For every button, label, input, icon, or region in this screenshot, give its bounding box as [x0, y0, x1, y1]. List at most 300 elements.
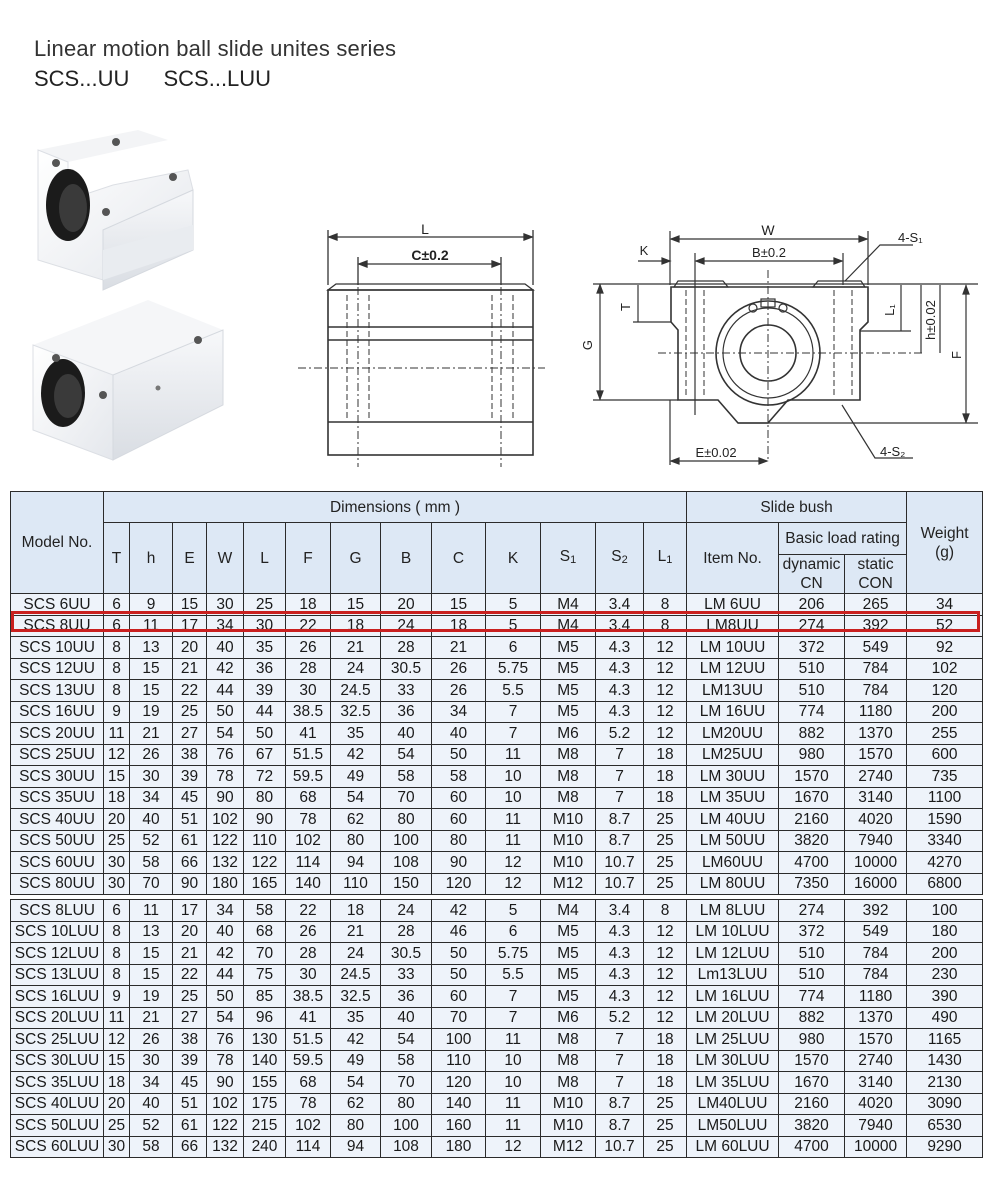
- cell-G: 94: [331, 852, 381, 874]
- cell-F: 26: [286, 637, 331, 659]
- cell-S1: M5: [541, 943, 596, 965]
- cell-weight: 735: [907, 766, 983, 788]
- cell-item-no: LM8UU: [687, 615, 779, 637]
- cell-dynamic: 3820: [779, 830, 845, 852]
- cell-item-no: LM 35LUU: [687, 1072, 779, 1094]
- cell-S2: 8.7: [596, 1093, 644, 1115]
- cell-K: 5.75: [486, 943, 541, 965]
- cell-W: 90: [207, 1072, 244, 1094]
- cell-C: 40: [432, 723, 486, 745]
- cell-model: SCS 8UU: [11, 615, 104, 637]
- table-row: [11, 1072, 983, 1094]
- cell-weight: 390: [907, 986, 983, 1008]
- cell-K: 6: [486, 921, 541, 943]
- cell-W: 102: [207, 1093, 244, 1115]
- cell-C: 58: [432, 766, 486, 788]
- cell-E: 39: [173, 1050, 207, 1072]
- header-model-no: Model No.: [11, 492, 104, 594]
- cell-W: 76: [207, 1029, 244, 1051]
- cell-S1: M8: [541, 766, 596, 788]
- cell-model: SCS 80UU: [11, 873, 104, 895]
- cell-F: 18: [286, 594, 331, 616]
- cell-B: 33: [381, 680, 432, 702]
- cell-B: 20: [381, 594, 432, 616]
- cell-L: 165: [244, 873, 286, 895]
- cell-T: 6: [104, 594, 130, 616]
- cell-dynamic: 1570: [779, 1050, 845, 1072]
- cell-S1: M8: [541, 744, 596, 766]
- cell-C: 26: [432, 680, 486, 702]
- cell-G: 62: [331, 809, 381, 831]
- cell-K: 6: [486, 637, 541, 659]
- cell-G: 18: [331, 900, 381, 922]
- cell-static: 784: [845, 943, 907, 965]
- cell-dynamic: 510: [779, 658, 845, 680]
- cell-model: SCS 10UU: [11, 637, 104, 659]
- cell-T: 18: [104, 1072, 130, 1094]
- cell-S1: M5: [541, 658, 596, 680]
- cell-B: 58: [381, 766, 432, 788]
- cell-E: 27: [173, 723, 207, 745]
- cell-L1: 12: [644, 701, 687, 723]
- cell-F: 102: [286, 830, 331, 852]
- cell-L1: 12: [644, 637, 687, 659]
- cell-h: 34: [130, 787, 173, 809]
- cell-dynamic: 372: [779, 637, 845, 659]
- cell-S2: 10.7: [596, 1136, 644, 1158]
- cell-model: SCS 50UU: [11, 830, 104, 852]
- cell-S2: 4.3: [596, 637, 644, 659]
- cell-G: 94: [331, 1136, 381, 1158]
- cell-S2: 7: [596, 1029, 644, 1051]
- cell-T: 25: [104, 1115, 130, 1137]
- cell-L: 58: [244, 900, 286, 922]
- cell-T: 30: [104, 852, 130, 874]
- cell-model: SCS 20UU: [11, 723, 104, 745]
- cell-item-no: LM 12LUU: [687, 943, 779, 965]
- cell-G: 24.5: [331, 964, 381, 986]
- cell-L: 215: [244, 1115, 286, 1137]
- cell-h: 30: [130, 1050, 173, 1072]
- cell-item-no: LM 10LUU: [687, 921, 779, 943]
- cell-L: 90: [244, 809, 286, 831]
- cell-W: 42: [207, 943, 244, 965]
- cell-h: 26: [130, 1029, 173, 1051]
- cell-B: 108: [381, 1136, 432, 1158]
- cell-item-no: LM 20LUU: [687, 1007, 779, 1029]
- cell-dynamic: 3820: [779, 1115, 845, 1137]
- cell-C: 180: [432, 1136, 486, 1158]
- label-4-S1: 4-S₁: [898, 230, 923, 245]
- cell-K: 11: [486, 1093, 541, 1115]
- cell-weight: 3340: [907, 830, 983, 852]
- cell-L: 35: [244, 637, 286, 659]
- cell-W: 34: [207, 615, 244, 637]
- cell-weight: 255: [907, 723, 983, 745]
- cell-S1: M5: [541, 701, 596, 723]
- cell-G: 80: [331, 830, 381, 852]
- cell-static: 1370: [845, 1007, 907, 1029]
- cell-static: 1570: [845, 1029, 907, 1051]
- cell-K: 5.5: [486, 964, 541, 986]
- cell-item-no: LM 80UU: [687, 873, 779, 895]
- cell-weight: 490: [907, 1007, 983, 1029]
- cell-static: 784: [845, 680, 907, 702]
- cell-L1: 25: [644, 1093, 687, 1115]
- cell-model: SCS 40UU: [11, 809, 104, 831]
- cell-item-no: LM 50UU: [687, 830, 779, 852]
- cell-G: 35: [331, 723, 381, 745]
- cell-E: 22: [173, 964, 207, 986]
- cell-S1: M4: [541, 615, 596, 637]
- cell-E: 17: [173, 900, 207, 922]
- cell-L: 30: [244, 615, 286, 637]
- cell-model: SCS 12LUU: [11, 943, 104, 965]
- cell-W: 54: [207, 1007, 244, 1029]
- cell-C: 34: [432, 701, 486, 723]
- table-row: [11, 809, 983, 831]
- cell-G: 21: [331, 637, 381, 659]
- cell-S1: M8: [541, 1050, 596, 1072]
- cell-S2: 4.3: [596, 658, 644, 680]
- header-L: L: [244, 523, 286, 594]
- cell-C: 46: [432, 921, 486, 943]
- cell-L1: 25: [644, 1136, 687, 1158]
- cell-B: 108: [381, 852, 432, 874]
- cell-S2: 10.7: [596, 873, 644, 895]
- cell-B: 36: [381, 986, 432, 1008]
- cell-weight: 9290: [907, 1136, 983, 1158]
- cell-L1: 12: [644, 943, 687, 965]
- cell-G: 18: [331, 615, 381, 637]
- cell-weight: 200: [907, 943, 983, 965]
- header-basic-load-rating: Basic load rating: [779, 523, 907, 555]
- cell-C: 21: [432, 637, 486, 659]
- cell-C: 100: [432, 1029, 486, 1051]
- cell-C: 60: [432, 809, 486, 831]
- header-W: W: [207, 523, 244, 594]
- cell-dynamic: 1670: [779, 1072, 845, 1094]
- header-E: E: [173, 523, 207, 594]
- cell-L: 50: [244, 723, 286, 745]
- cell-L: 36: [244, 658, 286, 680]
- cell-item-no: LM 6UU: [687, 594, 779, 616]
- header-dynamic-label: dynamic: [782, 556, 841, 573]
- table-row: [11, 701, 983, 723]
- cell-weight: 120: [907, 680, 983, 702]
- cell-item-no: LM 25LUU: [687, 1029, 779, 1051]
- cell-S2: 5.2: [596, 1007, 644, 1029]
- cell-S2: 5.2: [596, 723, 644, 745]
- cell-B: 36: [381, 701, 432, 723]
- cell-B: 30.5: [381, 943, 432, 965]
- cell-K: 11: [486, 1115, 541, 1137]
- cell-L: 130: [244, 1029, 286, 1051]
- cell-G: 15: [331, 594, 381, 616]
- table-row: [11, 900, 983, 922]
- cell-B: 150: [381, 873, 432, 895]
- cell-static: 549: [845, 921, 907, 943]
- table-row: [11, 594, 983, 616]
- cell-item-no: LM 30UU: [687, 766, 779, 788]
- cell-E: 90: [173, 873, 207, 895]
- cell-static: 1180: [845, 986, 907, 1008]
- header-B: B: [381, 523, 432, 594]
- cell-L: 80: [244, 787, 286, 809]
- cell-model: SCS 25LUU: [11, 1029, 104, 1051]
- cell-item-no: LM13UU: [687, 680, 779, 702]
- cell-W: 180: [207, 873, 244, 895]
- header-item-no: Item No.: [687, 523, 779, 594]
- cell-L: 140: [244, 1050, 286, 1072]
- cell-L: 85: [244, 986, 286, 1008]
- cell-W: 50: [207, 701, 244, 723]
- cell-F: 51.5: [286, 1029, 331, 1051]
- cell-L: 44: [244, 701, 286, 723]
- cell-F: 22: [286, 900, 331, 922]
- cell-S1: M5: [541, 986, 596, 1008]
- header-G: G: [331, 523, 381, 594]
- cell-h: 19: [130, 986, 173, 1008]
- table-row: [11, 1029, 983, 1051]
- cell-F: 22: [286, 615, 331, 637]
- cell-L: 240: [244, 1136, 286, 1158]
- cell-item-no: LM 40UU: [687, 809, 779, 831]
- cell-C: 18: [432, 615, 486, 637]
- cell-K: 5: [486, 615, 541, 637]
- cell-S1: M8: [541, 1072, 596, 1094]
- label-F: F: [949, 351, 964, 359]
- cell-static: 1370: [845, 723, 907, 745]
- cell-B: 54: [381, 744, 432, 766]
- cell-E: 22: [173, 680, 207, 702]
- cell-L: 68: [244, 921, 286, 943]
- cell-static: 4020: [845, 809, 907, 831]
- table-row: [11, 943, 983, 965]
- cell-K: 10: [486, 1050, 541, 1072]
- cell-dynamic: 774: [779, 701, 845, 723]
- cell-item-no: LM20UU: [687, 723, 779, 745]
- cell-S2: 3.4: [596, 594, 644, 616]
- cell-S2: 8.7: [596, 809, 644, 831]
- cell-F: 38.5: [286, 701, 331, 723]
- cell-dynamic: 274: [779, 615, 845, 637]
- cell-F: 114: [286, 1136, 331, 1158]
- cell-G: 24.5: [331, 680, 381, 702]
- cell-B: 80: [381, 809, 432, 831]
- cell-T: 9: [104, 986, 130, 1008]
- cell-S2: 4.3: [596, 943, 644, 965]
- cell-L: 110: [244, 830, 286, 852]
- cell-T: 25: [104, 830, 130, 852]
- cell-h: 13: [130, 637, 173, 659]
- label-E: E±0.02: [695, 445, 737, 460]
- cell-h: 58: [130, 1136, 173, 1158]
- cell-F: 78: [286, 809, 331, 831]
- cell-L1: 18: [644, 1029, 687, 1051]
- cell-model: SCS 13LUU: [11, 964, 104, 986]
- cell-C: 42: [432, 900, 486, 922]
- cell-C: 50: [432, 943, 486, 965]
- cell-h: 70: [130, 873, 173, 895]
- cell-G: 24: [331, 658, 381, 680]
- table-row: [11, 921, 983, 943]
- cell-L: 70: [244, 943, 286, 965]
- cell-S2: 7: [596, 1072, 644, 1094]
- header-h: h: [130, 523, 173, 594]
- cell-B: 28: [381, 921, 432, 943]
- cell-C: 26: [432, 658, 486, 680]
- cell-S2: 8.7: [596, 830, 644, 852]
- cell-F: 30: [286, 680, 331, 702]
- cell-E: 61: [173, 1115, 207, 1137]
- cell-W: 102: [207, 809, 244, 831]
- cell-weight: 1430: [907, 1050, 983, 1072]
- cell-weight: 6800: [907, 873, 983, 895]
- cell-L1: 12: [644, 921, 687, 943]
- cell-T: 12: [104, 744, 130, 766]
- cell-G: 42: [331, 744, 381, 766]
- cell-F: 59.5: [286, 766, 331, 788]
- cell-W: 40: [207, 637, 244, 659]
- cell-h: 15: [130, 658, 173, 680]
- cell-W: 50: [207, 986, 244, 1008]
- cell-F: 114: [286, 852, 331, 874]
- cell-T: 8: [104, 964, 130, 986]
- cell-model: SCS 10LUU: [11, 921, 104, 943]
- cell-E: 27: [173, 1007, 207, 1029]
- cell-B: 80: [381, 1093, 432, 1115]
- cell-item-no: LM40LUU: [687, 1093, 779, 1115]
- cell-item-no: Lm13LUU: [687, 964, 779, 986]
- header-S1-sub: 1: [570, 553, 577, 566]
- cell-E: 45: [173, 787, 207, 809]
- cell-W: 76: [207, 744, 244, 766]
- table-row: [11, 723, 983, 745]
- cell-F: 26: [286, 921, 331, 943]
- header-S2-label: S: [611, 547, 622, 565]
- label-G: G: [580, 339, 595, 351]
- header-slide-bush: Slide bush: [687, 492, 907, 523]
- cell-T: 30: [104, 873, 130, 895]
- cell-L: 75: [244, 964, 286, 986]
- cell-E: 38: [173, 744, 207, 766]
- cell-C: 80: [432, 830, 486, 852]
- cell-K: 11: [486, 809, 541, 831]
- cell-S2: 10.7: [596, 852, 644, 874]
- label-C: C±0.2: [411, 247, 449, 263]
- cell-static: 10000: [845, 1136, 907, 1158]
- cell-L: 175: [244, 1093, 286, 1115]
- cell-static: 784: [845, 658, 907, 680]
- cell-L: 155: [244, 1072, 286, 1094]
- cell-K: 7: [486, 1007, 541, 1029]
- table-row: [11, 1115, 983, 1137]
- cell-C: 15: [432, 594, 486, 616]
- cell-T: 8: [104, 943, 130, 965]
- cell-L: 39: [244, 680, 286, 702]
- cell-F: 41: [286, 723, 331, 745]
- cell-weight: 102: [907, 658, 983, 680]
- cell-E: 25: [173, 986, 207, 1008]
- cell-dynamic: 510: [779, 943, 845, 965]
- cell-h: 19: [130, 701, 173, 723]
- cell-dynamic: 980: [779, 1029, 845, 1051]
- cell-B: 58: [381, 1050, 432, 1072]
- cell-T: 8: [104, 658, 130, 680]
- cell-dynamic: 2160: [779, 1093, 845, 1115]
- cell-static: 1180: [845, 701, 907, 723]
- cell-K: 11: [486, 1029, 541, 1051]
- cell-W: 34: [207, 900, 244, 922]
- cell-dynamic: 1570: [779, 766, 845, 788]
- cell-S2: 3.4: [596, 900, 644, 922]
- uu-series-rows: [11, 594, 983, 895]
- cell-dynamic: 882: [779, 723, 845, 745]
- cell-E: 38: [173, 1029, 207, 1051]
- cell-G: 62: [331, 1093, 381, 1115]
- cell-L: 72: [244, 766, 286, 788]
- cell-S2: 4.3: [596, 921, 644, 943]
- cell-B: 54: [381, 1029, 432, 1051]
- cell-dynamic: 1670: [779, 787, 845, 809]
- table-row: [11, 787, 983, 809]
- cell-S1: M10: [541, 830, 596, 852]
- header-weight-unit: (g): [935, 543, 955, 561]
- cell-T: 18: [104, 787, 130, 809]
- cell-model: SCS 50LUU: [11, 1115, 104, 1137]
- cell-L: 96: [244, 1007, 286, 1029]
- cell-F: 68: [286, 1072, 331, 1094]
- cell-T: 8: [104, 921, 130, 943]
- cell-T: 9: [104, 701, 130, 723]
- cell-dynamic: 274: [779, 900, 845, 922]
- cell-weight: 92: [907, 637, 983, 659]
- cell-static: 392: [845, 615, 907, 637]
- cell-T: 12: [104, 1029, 130, 1051]
- cell-G: 110: [331, 873, 381, 895]
- cell-L1: 18: [644, 766, 687, 788]
- cell-E: 39: [173, 766, 207, 788]
- cell-weight: 230: [907, 964, 983, 986]
- label-L1: L₁: [882, 304, 897, 316]
- cell-W: 132: [207, 1136, 244, 1158]
- cell-W: 30: [207, 594, 244, 616]
- cell-model: SCS 35LUU: [11, 1072, 104, 1094]
- cell-h: 15: [130, 680, 173, 702]
- cell-S1: M10: [541, 852, 596, 874]
- series-label-luu: SCS...LUU: [163, 66, 272, 91]
- cell-S1: M4: [541, 900, 596, 922]
- cell-G: 80: [331, 1115, 381, 1137]
- cell-static: 10000: [845, 852, 907, 874]
- cell-model: SCS 40LUU: [11, 1093, 104, 1115]
- cell-L1: 18: [644, 1050, 687, 1072]
- cell-W: 132: [207, 852, 244, 874]
- cell-S1: M5: [541, 964, 596, 986]
- cell-E: 20: [173, 637, 207, 659]
- cell-F: 51.5: [286, 744, 331, 766]
- cell-S1: M6: [541, 723, 596, 745]
- cell-weight: 1590: [907, 809, 983, 831]
- cell-dynamic: 372: [779, 921, 845, 943]
- cell-dynamic: 4700: [779, 852, 845, 874]
- cell-F: 102: [286, 1115, 331, 1137]
- cell-B: 100: [381, 830, 432, 852]
- cell-model: SCS 16UU: [11, 701, 104, 723]
- cell-S2: 8.7: [596, 1115, 644, 1137]
- cell-G: 24: [331, 943, 381, 965]
